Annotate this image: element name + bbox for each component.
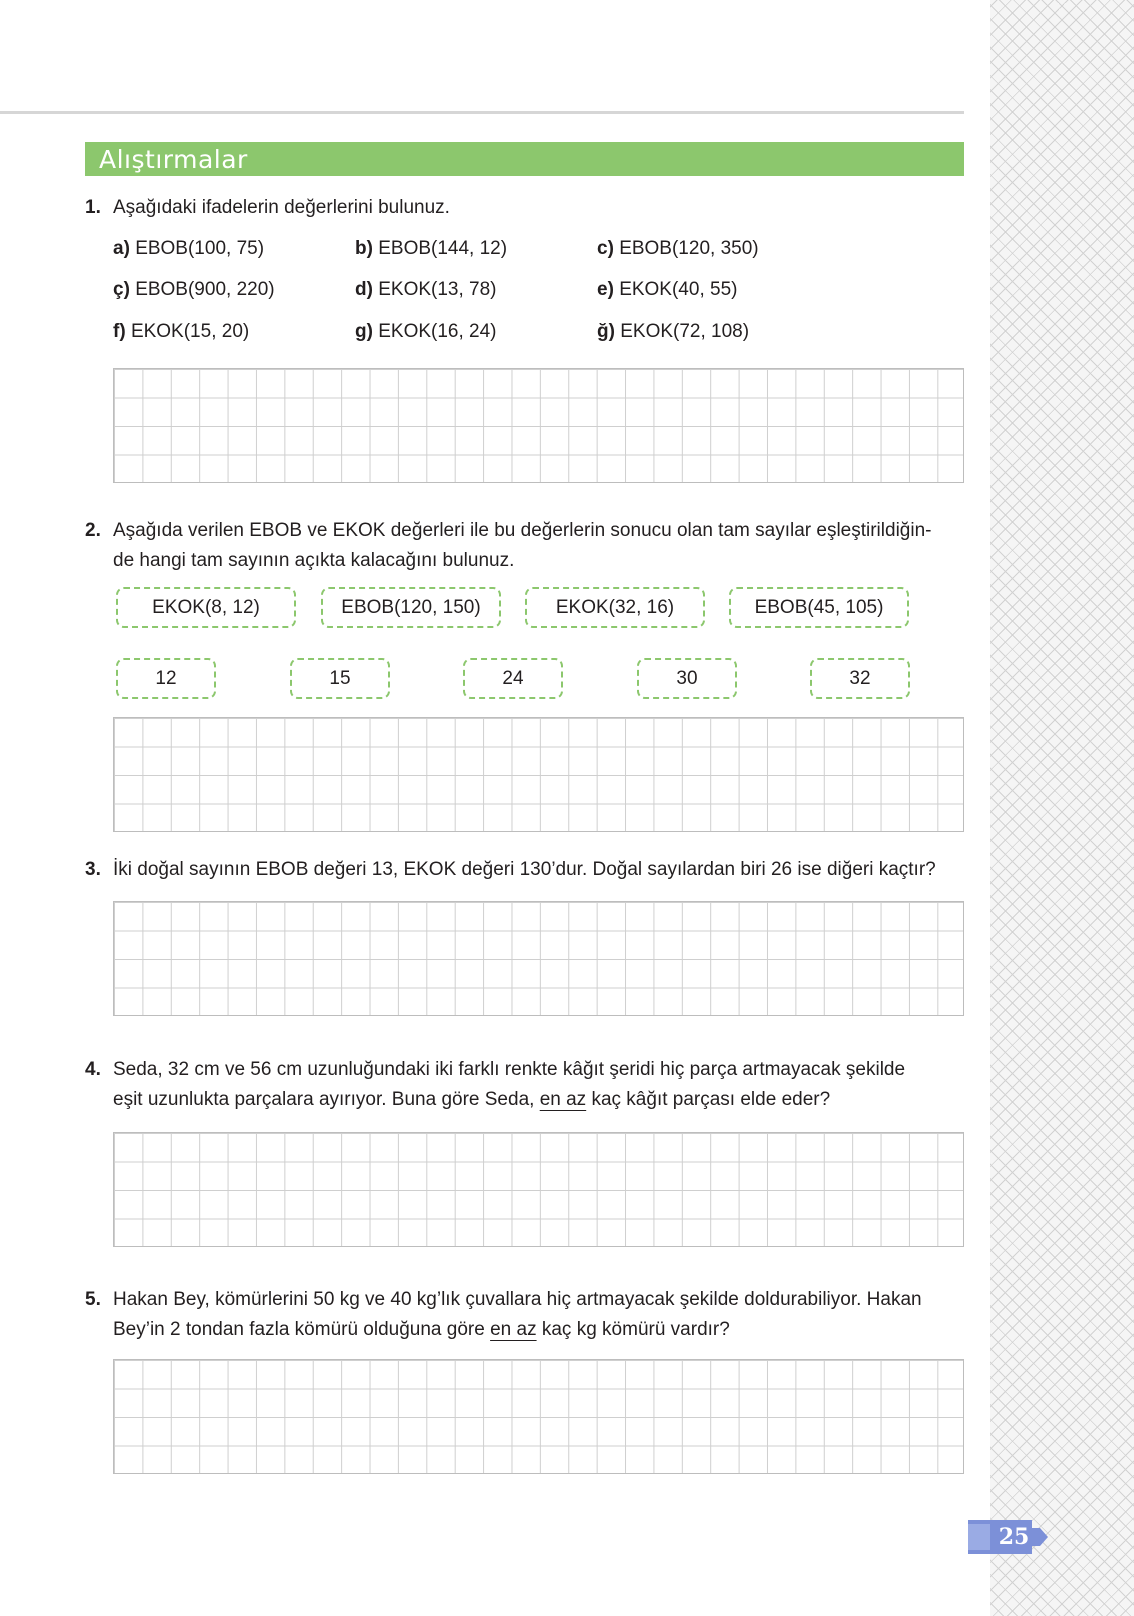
section-title: Alıştırmalar (99, 145, 248, 174)
q1-item-f: f) EKOK(15, 20) (113, 321, 250, 342)
q5-text-line2: Bey’in 2 tondan fazla kömürü olduğuna göre en az kaç kg kömürü vardır? (113, 1319, 730, 1340)
q5-number: 5. (85, 1289, 101, 1310)
q1-item-a: a) EBOB(100, 75) (113, 238, 265, 259)
q2-number-box: 32 (810, 658, 910, 699)
top-rule (0, 111, 964, 114)
q1-answer-grid[interactable] (113, 368, 964, 483)
q1-item-cc: ç) EBOB(900, 220) (113, 279, 275, 300)
q4-number: 4. (85, 1059, 101, 1080)
q3-text: İki doğal sayının EBOB değeri 13, EKOK değeri 130’dur. Doğal sayılardan biri 26 ise diğeri kaçtır? (113, 859, 936, 880)
q5-answer-grid[interactable] (113, 1359, 964, 1474)
section-header (85, 142, 964, 176)
q1-number: 1. (85, 197, 101, 218)
side-pattern-decoration (990, 0, 1134, 1616)
q1-item-e: e) EKOK(40, 55) (597, 279, 738, 300)
q2-number-box: 12 (116, 658, 216, 699)
q3-number: 3. (85, 859, 101, 880)
q1-item-gg: ğ) EKOK(72, 108) (597, 321, 750, 342)
q2-number-box: 30 (637, 658, 737, 699)
q5-text-line1: Hakan Bey, kömürlerini 50 kg ve 40 kg’lık çuvallara hiç artmayacak şekilde doldurabiliyor. Hakan (113, 1289, 922, 1310)
q2-text-line1: Aşağıda verilen EBOB ve EKOK değerleri ile bu değerlerin sonucu olan tam sayılar eşleştirildiğin- (113, 520, 932, 541)
q2-expression-box: EBOB(120, 150) (321, 587, 501, 628)
q4-underlined-phrase: en az (539, 1089, 587, 1110)
page-number: 25 (998, 1524, 1030, 1550)
q5-underlined-phrase: en az (490, 1319, 537, 1340)
q1-item-c: c) EBOB(120, 350) (597, 238, 759, 259)
q1-item-b: b) EBOB(144, 12) (355, 238, 508, 259)
q4-text-line2: eşit uzunlukta parçalara ayırıyor. Buna göre Seda, en az kaç kâğıt parçası elde eder? (113, 1089, 831, 1110)
q2-number: 2. (85, 520, 101, 541)
q4-answer-grid[interactable] (113, 1132, 964, 1247)
q1-item-d: d) EKOK(13, 78) (355, 279, 497, 300)
q1-prompt: Aşağıdaki ifadelerin değerlerini bulunuz. (113, 197, 450, 218)
q1-item-g: g) EKOK(16, 24) (355, 321, 497, 342)
q2-number-box: 24 (463, 658, 563, 699)
q4-text-line1: Seda, 32 cm ve 56 cm uzunluğundaki iki farklı renkte kâğıt şeridi hiç parça artmayacak şekilde (113, 1059, 906, 1080)
q2-expression-box: EBOB(45, 105) (729, 587, 909, 628)
q3-answer-grid[interactable] (113, 901, 964, 1016)
q2-expression-box: EKOK(32, 16) (525, 587, 705, 628)
q2-answer-grid[interactable] (113, 717, 964, 832)
q2-text-line2: de hangi tam sayının açıkta kalacağını bulunuz. (113, 550, 515, 571)
q2-expression-box: EKOK(8, 12) (116, 587, 296, 628)
q2-number-box: 15 (290, 658, 390, 699)
